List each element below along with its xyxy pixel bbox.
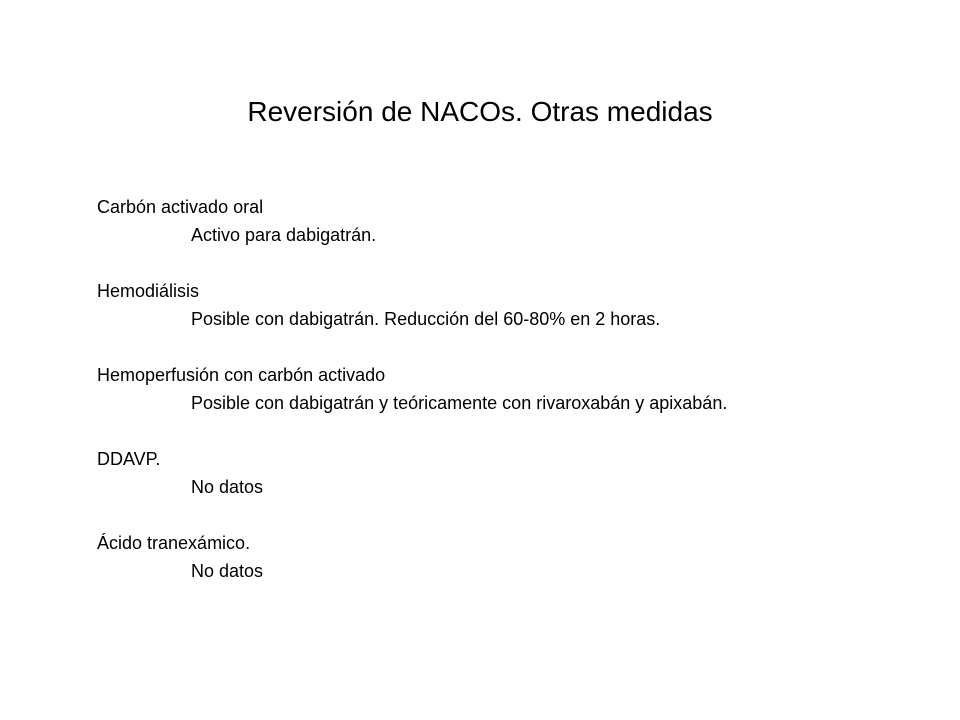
item-heading: Carbón activado oral	[97, 197, 264, 217]
item-heading: Ácido tranexámico.	[97, 533, 251, 553]
item-heading: DDAVP.	[97, 449, 161, 469]
list-item-hemoperfusion	[97, 361, 937, 417]
item-detail: No datos	[191, 477, 264, 497]
item-detail: Posible con dabigatrán y teóricamente con rivaroxabán y apixabán.	[191, 393, 728, 413]
item-detail: Posible con dabigatrán. Reducción del 60-80% en 2 horas.	[191, 309, 661, 329]
list-item-hemodialisis	[97, 277, 937, 333]
list-item-ddavp	[97, 445, 937, 501]
list-item-acido-tranexamico	[97, 529, 937, 585]
item-detail: Activo para dabigatrán.	[191, 225, 377, 245]
list-item-carbon-activado	[97, 193, 937, 249]
item-heading: Hemoperfusión con carbón activado	[97, 365, 386, 385]
item-detail: No datos	[191, 561, 264, 581]
slide-content	[97, 193, 937, 613]
item-heading: Hemodiálisis	[97, 281, 200, 301]
slide-title: Reversión de NACOs. Otras medidas	[247, 96, 713, 127]
